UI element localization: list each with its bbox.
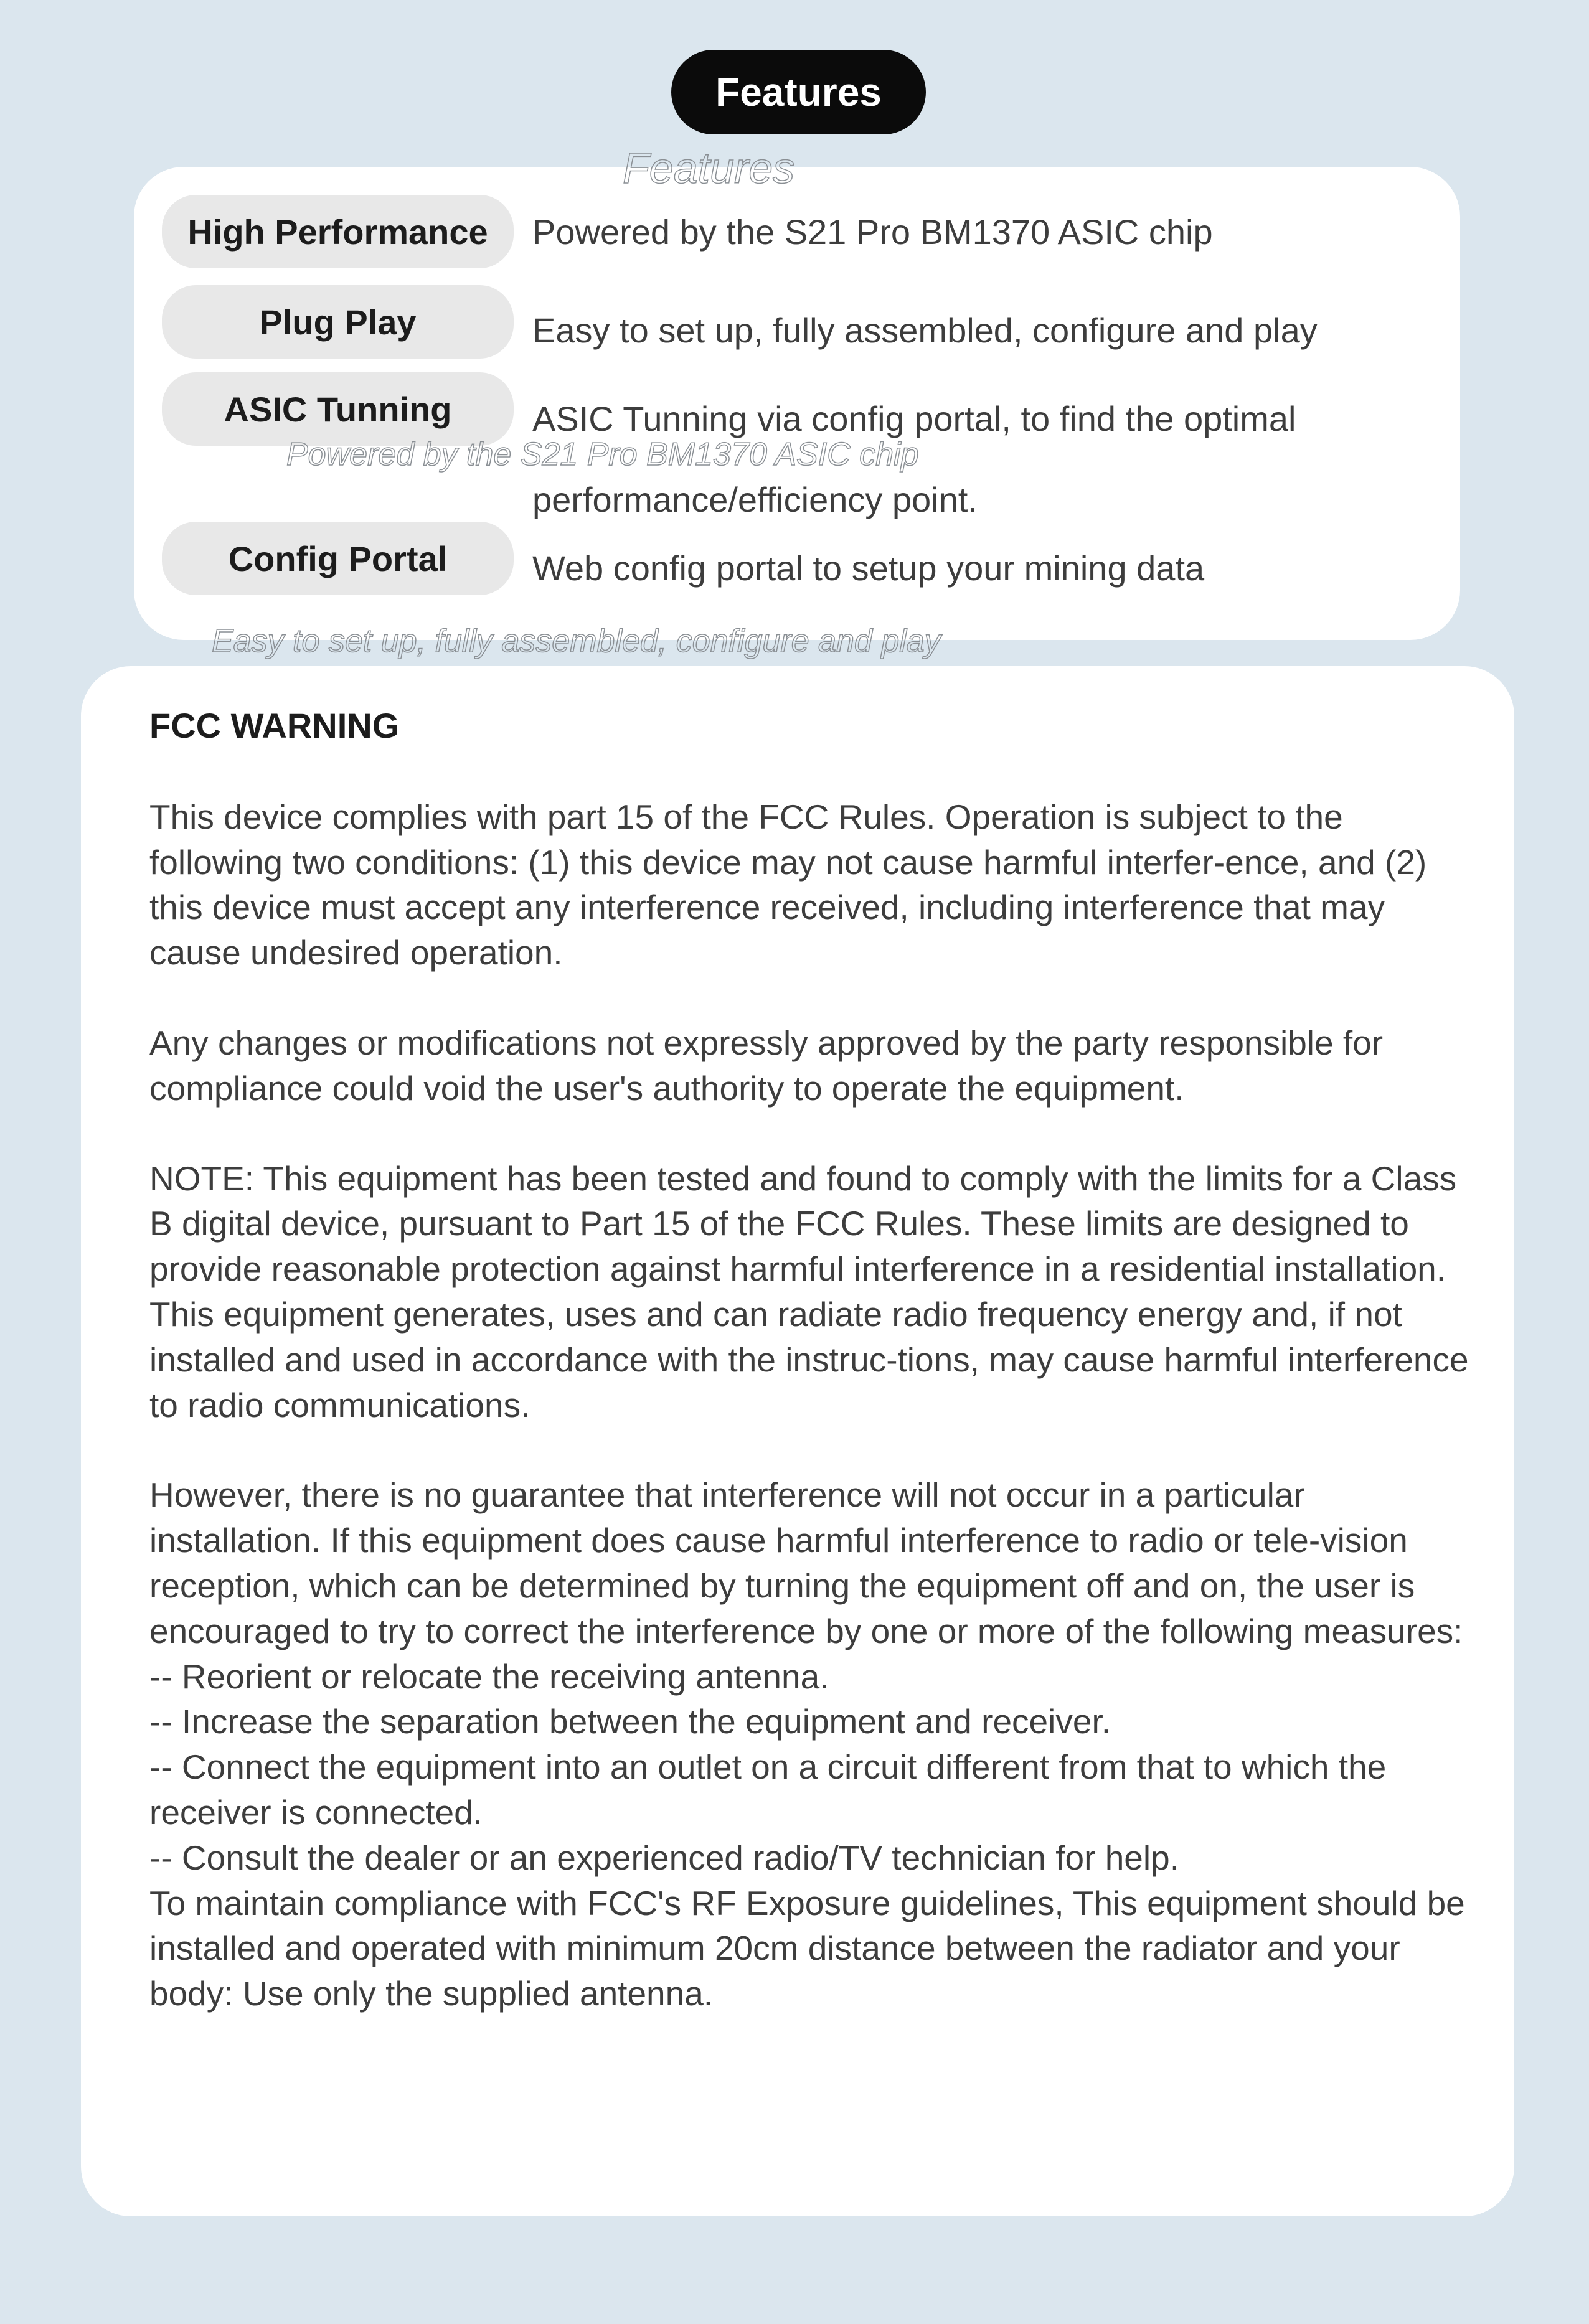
fcc-paragraph-guarantee: However, there is no guarantee that interference will not occur in a particular installation. If this equipment does cause harmful interference to radio or tele-vision reception, which can be determined by turning the equipment off and on, the user is encouraged to try to correct the interference by one or more of the following measures:: [149, 1475, 1463, 1650]
fcc-paragraph-note: NOTE: This equipment has been tested and found to comply with the limits for a Class B digital device, pursuant to Part 15 of the FCC Rules. These limits are designed to provide reasonable protection against harmful interference in a residential installation. This equipment generates, uses and can radiate radio frequency energy and, if not installed and used in accordance with the instruc-tions, may cause harmful interference to radio communications.: [149, 1159, 1469, 1424]
feature-description: Easy to set up, fully assembled, configure and play: [532, 311, 1318, 350]
fcc-paragraph-modifications: Any changes or modifications not expressly approved by the party responsible for compliance could void the user's authority to operate the equipment.: [149, 1023, 1384, 1108]
feature-label: Plug Play: [162, 285, 514, 359]
fcc-warning-body: [149, 703, 1469, 2016]
feature-label: ASIC Tunning: [162, 372, 514, 446]
fcc-measure-item: -- Reorient or relocate the receiving antenna.: [149, 1657, 829, 1696]
fcc-measure-item: -- Connect the equipment into an outlet on a circuit different from that to which the receiver is connected.: [149, 1748, 1387, 1832]
fcc-warning-card: [81, 666, 1514, 2216]
feature-label: Config Portal: [162, 522, 514, 595]
feature-description: Powered by the S21 Pro BM1370 ASIC chip: [532, 212, 1213, 252]
feature-description: Web config portal to setup your mining data: [532, 548, 1205, 588]
fcc-warning-title: FCC WARNING: [149, 706, 400, 745]
feature-description: ASIC Tunning via config portal, to find the optimal performance/efficiency point.: [532, 399, 1296, 519]
fcc-measure-item: -- Increase the separation between the equipment and receiver.: [149, 1702, 1111, 1741]
fcc-measure-item: -- Consult the dealer or an experienced radio/TV technician for help.: [149, 1838, 1179, 1877]
fcc-paragraph-rf-exposure: To maintain compliance with FCC's RF Exposure guidelines, This equipment should be installed and operated with minimum 20cm distance between the radiator and your body: Use only the supplied antenna.: [149, 1883, 1465, 2013]
features-title-pill: Features: [671, 50, 926, 134]
ghost-overlay-text: Easy to set up, fully assembled, configure and play: [212, 623, 941, 659]
features-card: [134, 167, 1460, 640]
fcc-paragraph-compliance: This device complies with part 15 of the FCC Rules. Operation is subject to the following two conditions: (1) this device may not cause harmful interfer-ence, and (2) this device must accept any interference received, including interference that may cause undesired operation.: [149, 797, 1427, 972]
feature-label: High Performance: [162, 195, 514, 268]
